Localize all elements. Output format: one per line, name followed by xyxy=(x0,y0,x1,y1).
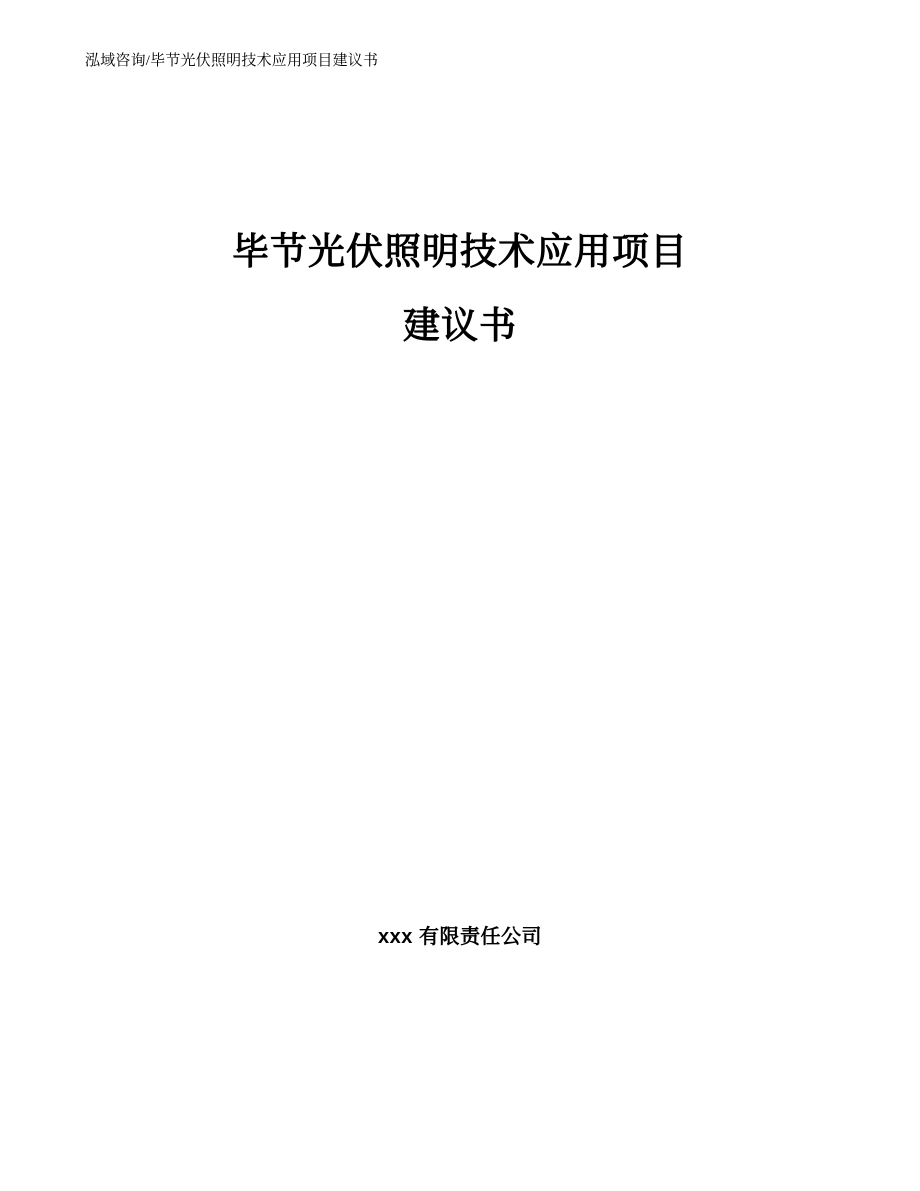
page-title-line-1: 毕节光伏照明技术应用项目 xyxy=(232,231,688,272)
company-name: xxx 有限责任公司 xyxy=(378,926,542,948)
page-header-breadcrumb: 泓域咨询/毕节光伏照明技术应用项目建议书 xyxy=(85,53,379,69)
document-title-block xyxy=(0,215,920,363)
page-title-line-2: 建议书 xyxy=(403,305,517,346)
